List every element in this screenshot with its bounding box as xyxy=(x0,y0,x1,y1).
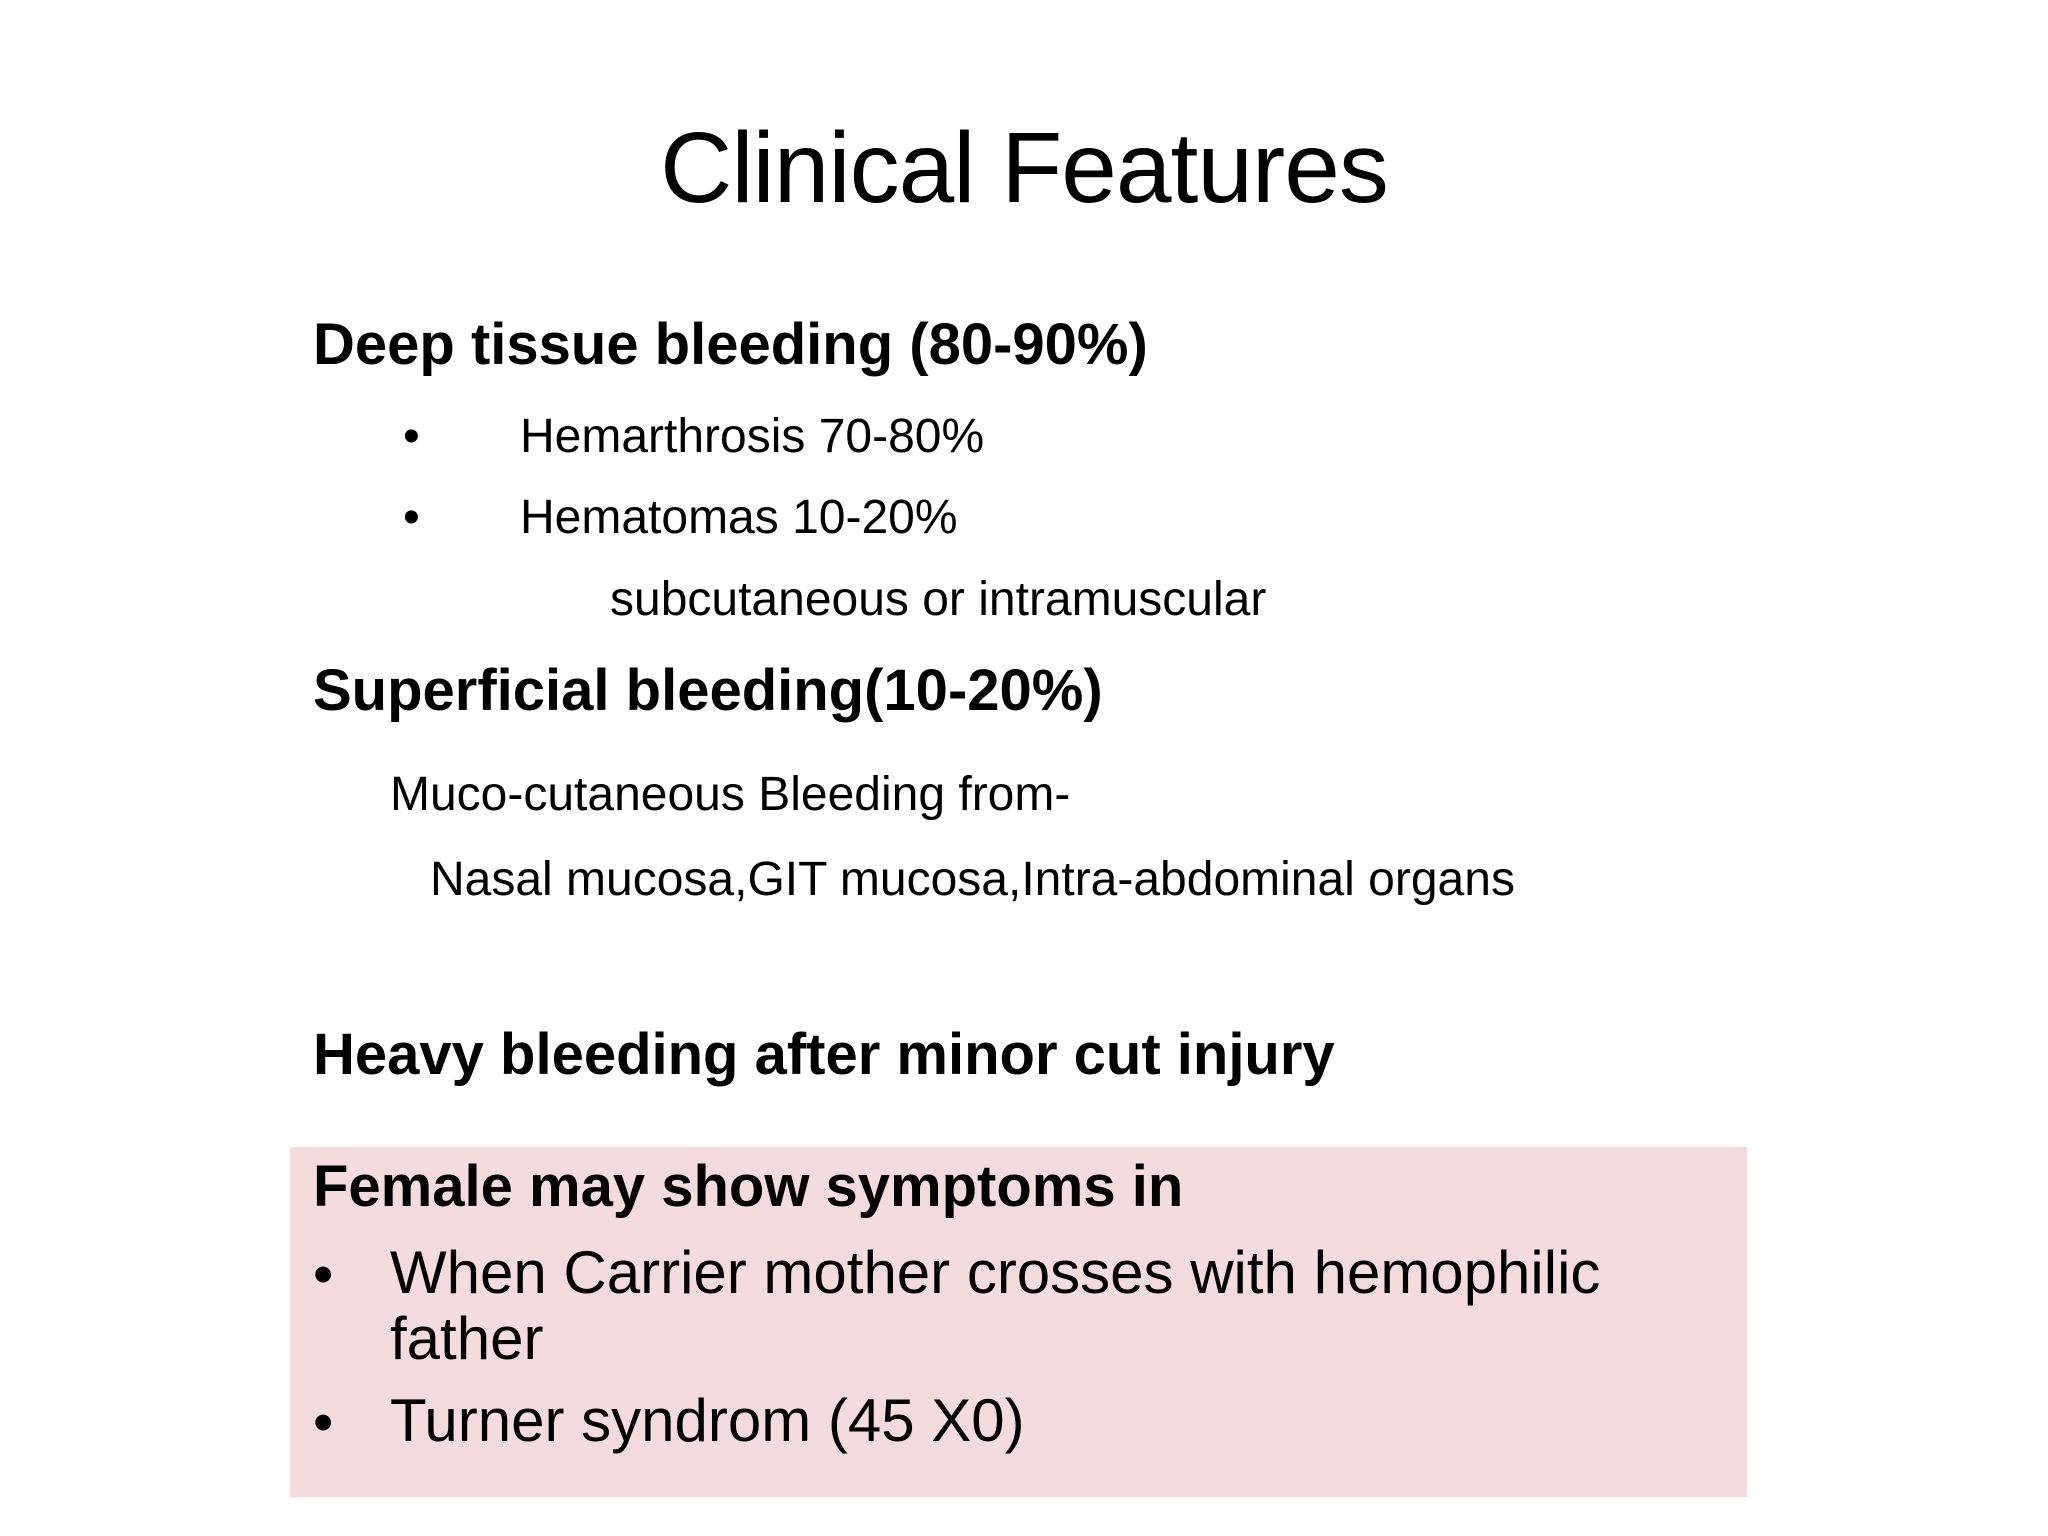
bullet-dot: • xyxy=(403,491,420,544)
hematomas-subnote: subcutaneous or intramuscular xyxy=(610,573,1267,626)
mucocutaneous-line: Muco-cutaneous Bleeding from- xyxy=(390,768,1071,821)
bullet-dot: • xyxy=(313,1242,334,1307)
mucosa-sites-line: Nasal mucosa,GIT mucosa,Intra-abdominal organs xyxy=(430,853,1515,906)
bullet-dot: • xyxy=(313,1390,334,1455)
hematomas-item: Hematomas 10-20% xyxy=(520,491,958,544)
bullet-dot: • xyxy=(403,410,420,463)
slide-title: Clinical Features xyxy=(660,112,1388,224)
carrier-mother-item: When Carrier mother crosses with hemophilic father xyxy=(390,1239,1601,1372)
turner-syndrome-item: Turner syndrom (45 X0) xyxy=(390,1387,1025,1454)
hemarthrosis-item: Hemarthrosis 70-80% xyxy=(520,410,985,463)
deep-bleeding-heading: Deep tissue bleeding (80-90%) xyxy=(313,312,1148,377)
superficial-bleeding-heading: Superficial bleeding(10-20%) xyxy=(313,658,1103,723)
heavy-bleeding-heading: Heavy bleeding after minor cut injury xyxy=(313,1022,1335,1087)
female-symptoms-heading: Female may show symptoms in xyxy=(313,1154,1184,1219)
